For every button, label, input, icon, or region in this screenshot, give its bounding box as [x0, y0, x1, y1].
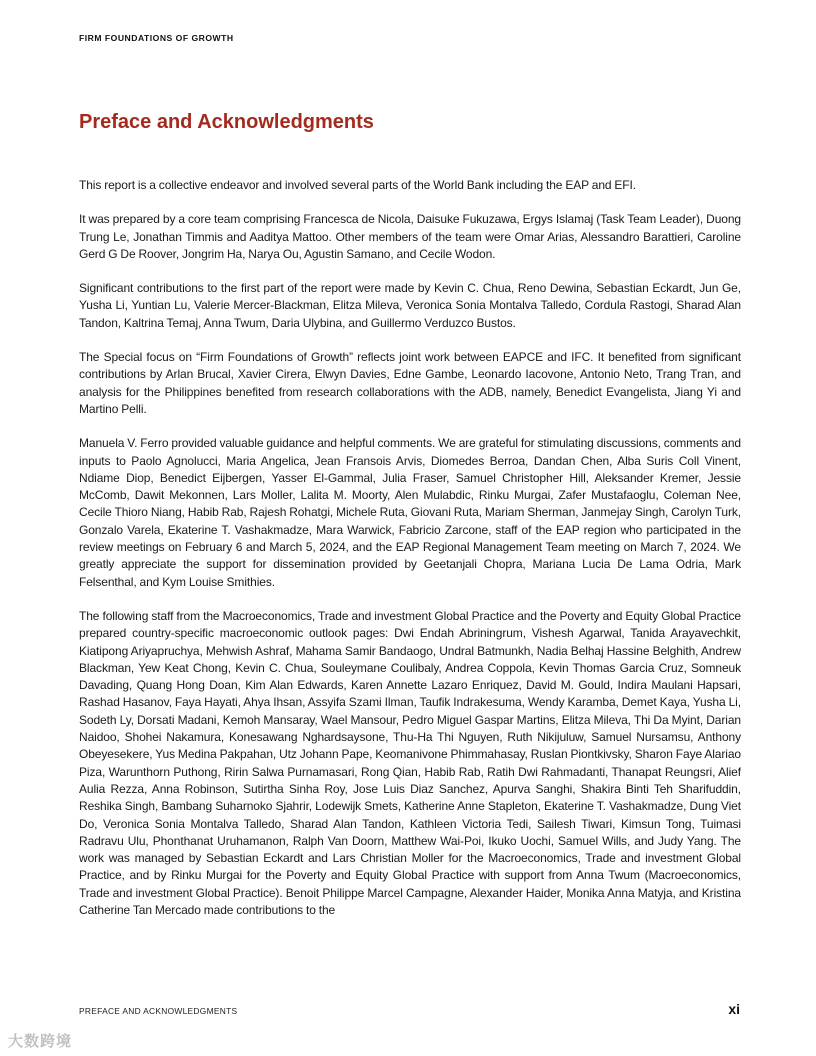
paragraph-country-staff: The following staff from the Macroeconomics, Trade and investment Global Practice and the Poverty and Equity Global Practice prepared country-specific macroeconomic outlook pages: Dwi Endah Abriningrum, Vishesh Agarwal, Tanida Arayavechkit, Kiatipong Ariyapruchya, Mehwish Ashraf, Mahama Samir Bandaogo, Undral Batmunkh, Nadia Belhaj Hassine Belghith, Andrew Blackman, Yew Keat Chong, Kevin C. Chua, Souleymane Coulibaly, Andrea Coppola, Kevin Thomas Garcia Cruz, Somneuk Davading, Quang Hong Doan, Kim Alan Edwards, Karen Annette Lazaro Enriquez, David M. Gould, Indira Maulani Hapsari, Rashad Hasanov, Faya Hayati, Ahya Ihsan, Assyifa Szami Ilman, Taufik Indrakesuma, Wendy Karamba, Demet Kaya, Yusha Li, Sodeth Ly, Dorsati Madani, Kemoh Mansaray, Wael Mansour, Pedro Miguel Gaspar Martins, Elitza Mileva, Thi Da Myint, Darian Naidoo, Shohei Nakamura, Konesawang Nghardsaysone, Thu-Ha Thi Nguyen, Ruth Nikijuluw, Samuel Nursamsu, Anthony Obeyesekere, Yus Medina Pakpahan, Utz Johann Pape, Keomanivone Phimmahasay, Ruslan Piontkivsky, Sharon Faye Alariao Piza, Warunthorn Puthong, Ririn Salwa Purnamasari, Rong Qian, Habib Rab, Ratih Dwi Rahmadanti, Thanapat Reungsri, Alief Aulia Rezza, Anna Robinson, Sutirtha Sinha Roy, Jose Luis Diaz Sanchez, Apurva Sanghi, Shakira Binti Teh Sharifuddin, Reshika Singh, Bambang Suharnoko Sjahrir, Lodewijk Smets, Katherine Anne Stapleton, Ekaterine T. Vashakmadze, Dung Viet Do, Veronica Sonia Montalva Talledo, Sharad Alan Tandon, Kathleen Victoria Tedi, Sailesh Tiwari, Kimsun Tong, Tuimasi Radravu Ulu, Phonthanat Uruhamanon, Ralph Van Doorn, Matthew Wai-Poi, Ikuko Uochi, Samuel Wills, and Judy Yang. The work was managed by Sebastian Eckardt and Lars Christian Moller for the Macroeconomics, Trade and investment Global Practice, and by Rinku Murgai for the Poverty and Equity Global Practice with support from Anna Twum (Macroeconomics, Trade and investment Global Practice). Benoit Philippe Marcel Campagne, Alexander Haider, Monika Anna Matyja, and Kristina Catherine Tan Mercado made contributions to the	[79, 608, 741, 917]
running-footer: PREFACE AND ACKNOWLEDGMENTS	[79, 1006, 238, 1016]
paragraph-guidance: Manuela V. Ferro provided valuable guidance and helpful comments. We are grateful for stimulating discussions, comments and inputs to Paolo Agnolucci, Maria Angelica, Jean Fransois Arvis, Diomedes Berroa, Dandan Chen, Alba Suris Coll Vinent, Ndiame Diop, Benedict Eijbergen, Yasser El-Gammal, Julia Fraser, Samuel Christopher Hill, Aleksander Kremer, Jessie McComb, Dawit Mekonnen, Lars Moller, Lalita M. Moorty, Alen Mulabdic, Rinku Murgai, Zafer Mustafaoglu, Coleman Nee, Cecile Thioro Niang, Habib Rab, Rajesh Rohatgi, Michele Ruta, Giovani Ruta, Mariam Sherman, Janmejay Singh, Carolyn Turk, Gonzalo Varela, Ekaterine T. Vashakmadze, Mara Warwick, Fabricio Zarcone, staff of the EAP region who participated in the review meetings on February 6 and March 5, 2024, and the EAP Regional Management Team meeting on March 7, 2024. We greatly appreciate the support for dissemination provided by Geetanjali Chopra, Mariana Lucia De Lama Odria, Mark Felsenthal, and Kym Louise Smithies.	[79, 436, 741, 589]
paragraph-intro: This report is a collective endeavor and involved several parts of the World Bank including the EAP and EFI.	[79, 178, 637, 192]
paragraph-special-focus: The Special focus on “Firm Foundations of Growth” reflects joint work between EAPCE and IFC. It benefited from significant contributions by Arlan Brucal, Xavier Cirera, Elwyn Davies, Edne Gambe, Leonardo Iacovone, Antonio Neto, Trang Tran, and analysis for the Philippines benefited from research collaborations with the ADB, namely, Benedict Evangelista, Jiang Yi and Martino Pelli.	[79, 350, 741, 416]
page-title: Preface and Acknowledgments	[79, 111, 374, 133]
paragraph-core-team: It was prepared by a core team comprising Francesca de Nicola, Daisuke Fukuzawa, Ergys Islamaj (Task Team Leader), Duong Trung Le, Jonathan Timmis and Aaditya Mattoo. Other members of the team were Omar Arias, Alessandro Barattieri, Caroline Gerd G De Roover, Jongrim Ha, Narya Ou, Agustin Samano, and Cecile Wodon.	[79, 212, 741, 261]
body-text	[79, 177, 741, 935]
page-number: xi	[728, 1001, 740, 1017]
watermark-logo: 大数跨境	[8, 1033, 73, 1050]
running-header: FIRM FOUNDATIONS OF GROWTH	[79, 33, 234, 43]
paragraph-contributions: Significant contributions to the first part of the report were made by Kevin C. Chua, Reno Dewina, Sebastian Eckardt, Jun Ge, Yusha Li, Yuntian Lu, Valerie Mercer-Blackman, Elitza Mileva, Veronica Sonia Montalva Talledo, Cordula Rastogi, Sharad Alan Tandon, Kaltrina Temaj, Anna Twum, Daria Ulybina, and Guillermo Verduzco Bustos.	[79, 281, 741, 330]
